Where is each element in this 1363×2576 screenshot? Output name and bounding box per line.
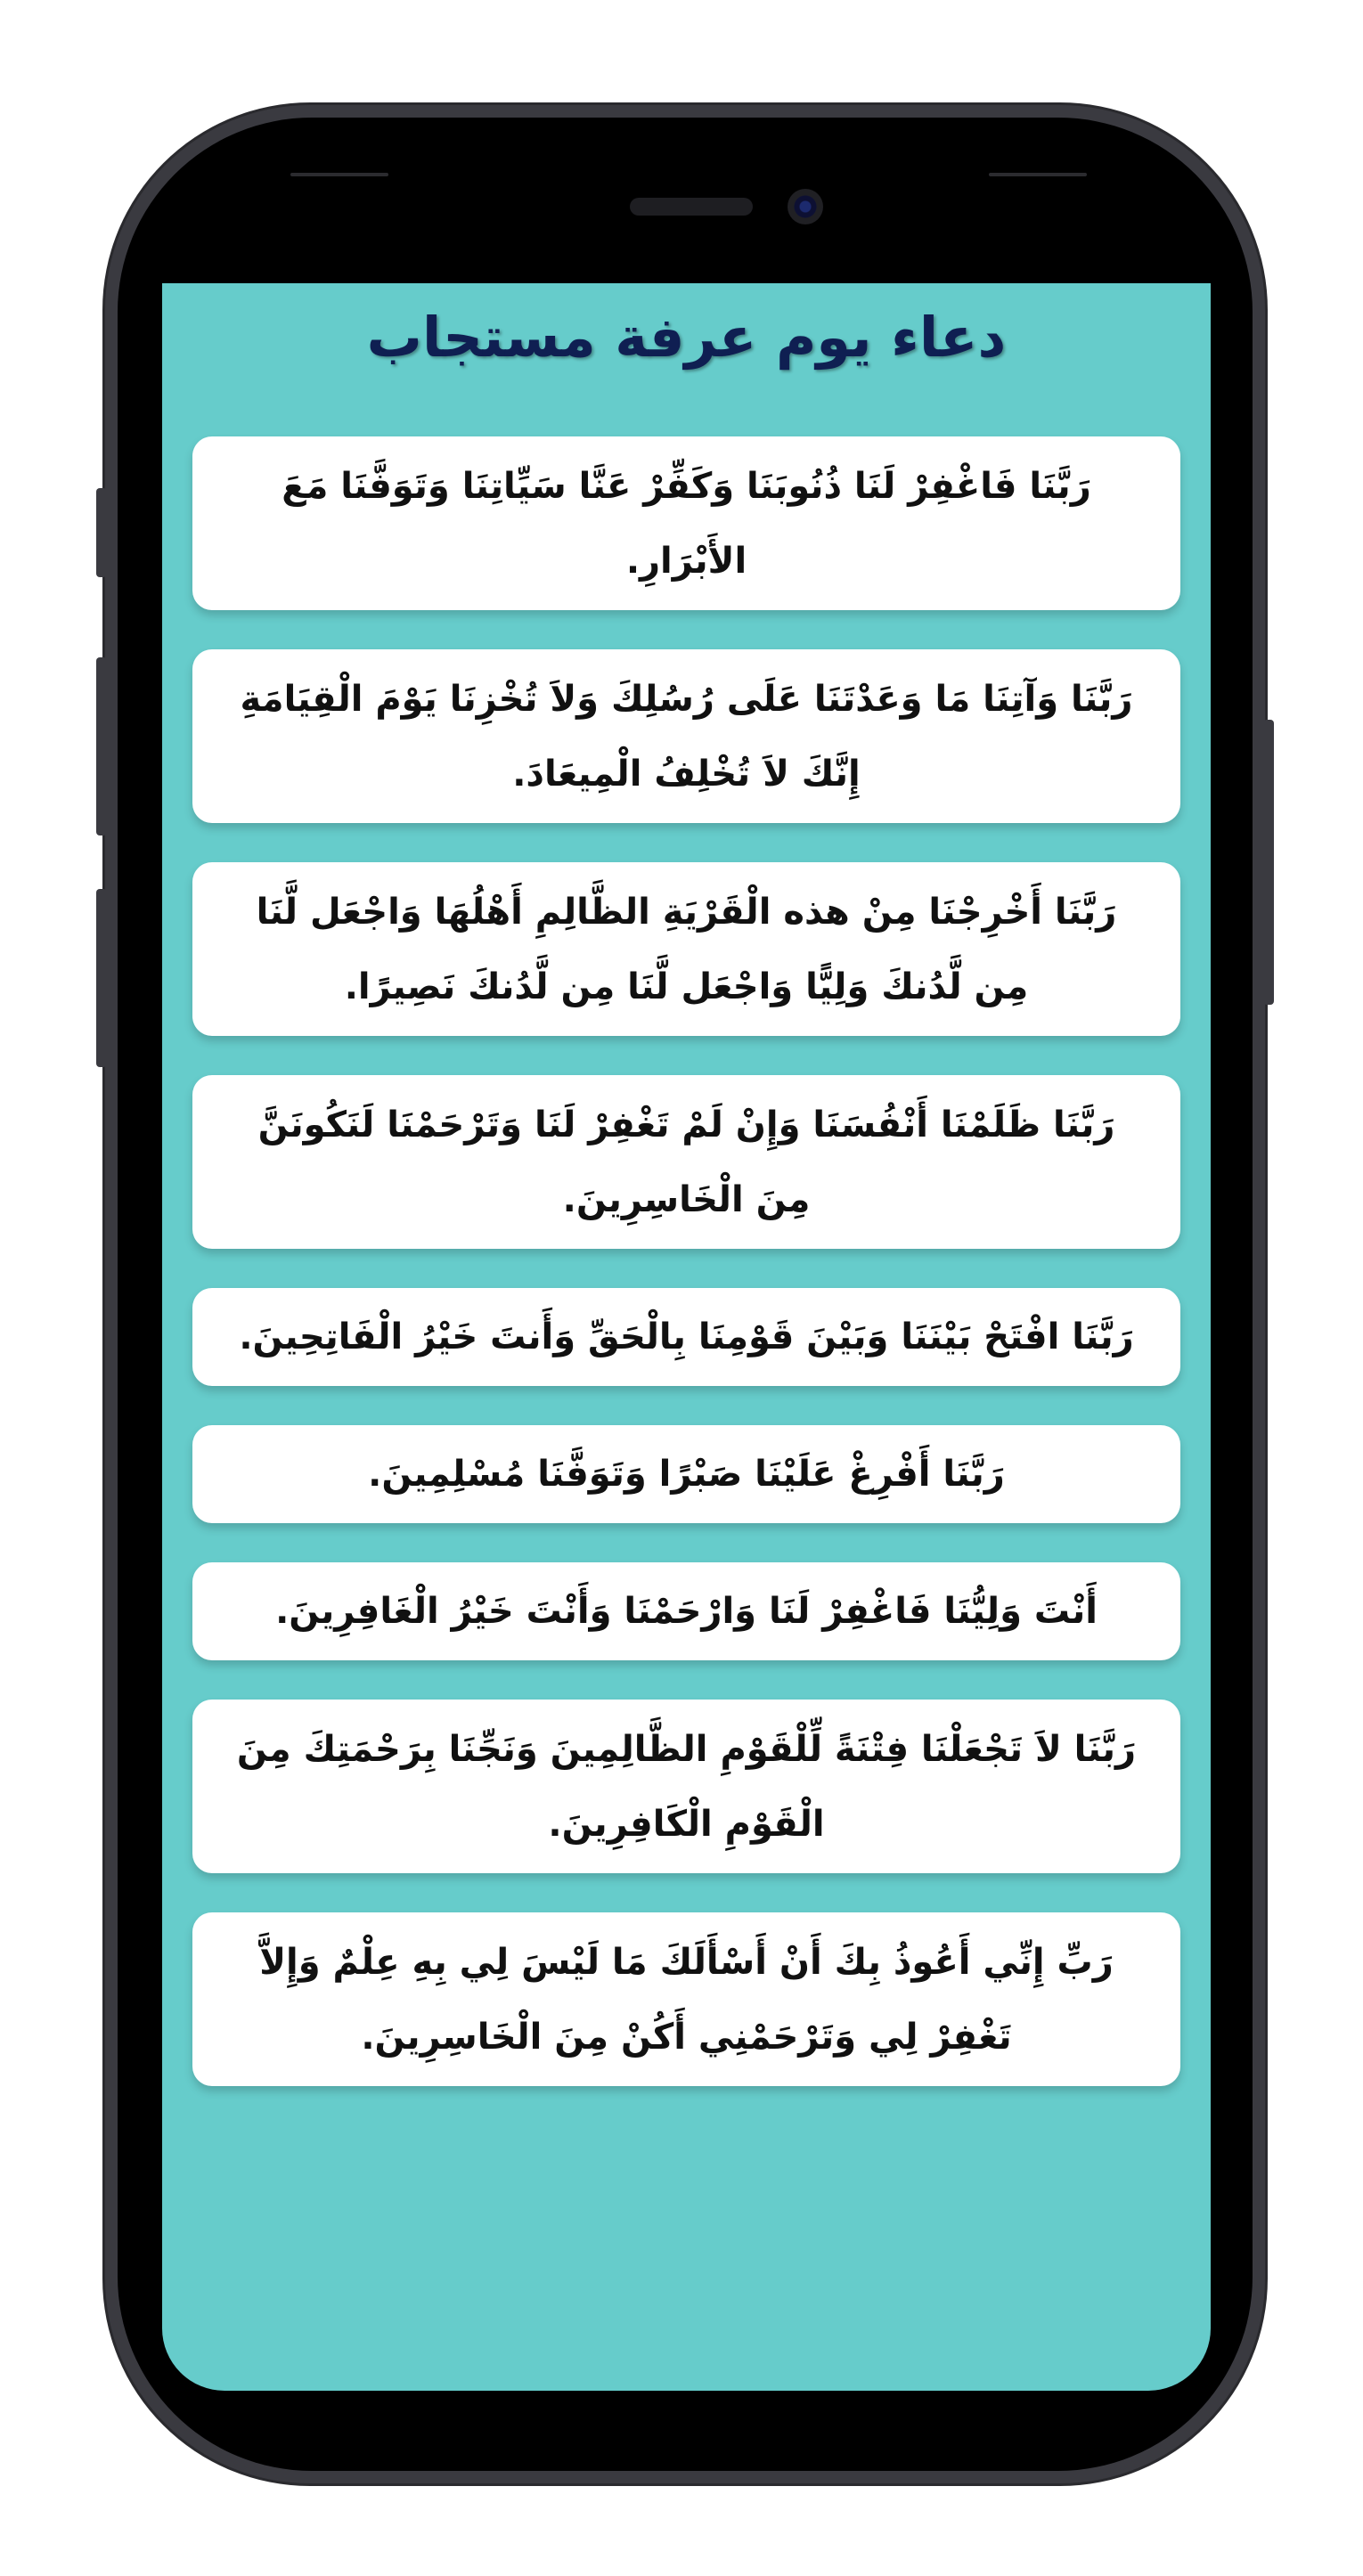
dua-card[interactable] [192, 1912, 1180, 2086]
dua-card[interactable] [192, 1562, 1180, 1660]
app-screen [162, 283, 1211, 2391]
earpiece-line-right [989, 173, 1087, 176]
dua-card[interactable] [192, 649, 1180, 823]
phone-power-button [1263, 720, 1274, 1005]
dua-card[interactable] [192, 1075, 1180, 1249]
dua-text: رَبَّنَا أَخْرِجْنَا مِنْ هذه الْقَرْيَةِ الظَّالِمِ أَهْلُهَا وَاجْعَل لَّنَا مِن لَّدُنكَ وَلِيًّا وَاجْعَل لَّنَا مِن لَّدُنكَ نَصِيرًا. [256, 891, 1117, 1007]
dua-text: أَنْتَ وَلِيُّنَا فَاغْفِرْ لَنَا وَارْحَمْنَا وَأَنْتَ خَيْرُ الْغَافِرِينَ. [275, 1591, 1098, 1632]
phone-volume-up-button [96, 657, 107, 836]
dua-card[interactable] [192, 862, 1180, 1036]
dua-text: رَبَّنَا ظَلَمْنَا أَنْفُسَنَا وَإِنْ لَمْ تَغْفِرْ لَنَا وَتَرْحَمْنَا لَنَكُونَنَّ مِنَ الْخَاسِرِينَ. [257, 1104, 1115, 1220]
phone-silent-switch [96, 488, 107, 577]
earpiece-speaker [630, 198, 753, 216]
dua-card[interactable] [192, 436, 1180, 610]
dua-text: رَبِّ إِنِّي أَعُوذُ بِكَ أَنْ أَسْأَلَكَ مَا لَيْسَ لِي بِهِ عِلْمٌ وَإِلاَّ تَغْفِرْ لِي وَتَرْحَمْنِي أَكُنْ مِنَ الْخَاسِرِينَ. [259, 1941, 1114, 2058]
dua-card[interactable] [192, 1700, 1180, 1873]
dua-card[interactable] [192, 1288, 1180, 1386]
earpiece-line-left [290, 173, 388, 176]
page-title: دعاء يوم عرفة مستجاب [366, 305, 1007, 370]
dua-text: رَبَّنَا لاَ تَجْعَلْنَا فِتْنَةً لِّلْقَوْمِ الظَّالِمِينَ وَنَجِّنَا بِرَحْمَتِكَ مِنَ الْقَوْمِ الْكَافِرِينَ. [236, 1728, 1137, 1845]
dua-text: رَبَّنَا فَاغْفِرْ لَنَا ذُنُوبَنَا وَكَفِّرْ عَنَّا سَيِّاتِنَا وَتَوَفَّنَا مَعَ الأَبْرَارِ. [282, 465, 1091, 582]
dua-text: رَبَّنَا وَآتِنَا مَا وَعَدْتَنَا عَلَى رُسُلِكَ وَلاَ تُخْزِنَا يَوْمَ الْقِيَامَةِ إِنَّكَ لاَ تُخْلِفُ الْمِيعَادَ. [240, 678, 1133, 795]
dua-text: رَبَّنَا افْتَحْ بَيْنَنَا وَبَيْنَ قَوْمِنَا بِالْحَقِّ وَأَنتَ خَيْرُ الْفَاتِحِينَ. [239, 1317, 1134, 1357]
dua-card[interactable] [192, 1425, 1180, 1523]
dua-text: رَبَّنَا أَفْرِغْ عَلَيْنَا صَبْرًا وَتَوَفَّنَا مُسْلِمِينَ. [368, 1454, 1005, 1495]
front-camera-icon [788, 189, 823, 224]
phone-volume-down-button [96, 889, 107, 1067]
